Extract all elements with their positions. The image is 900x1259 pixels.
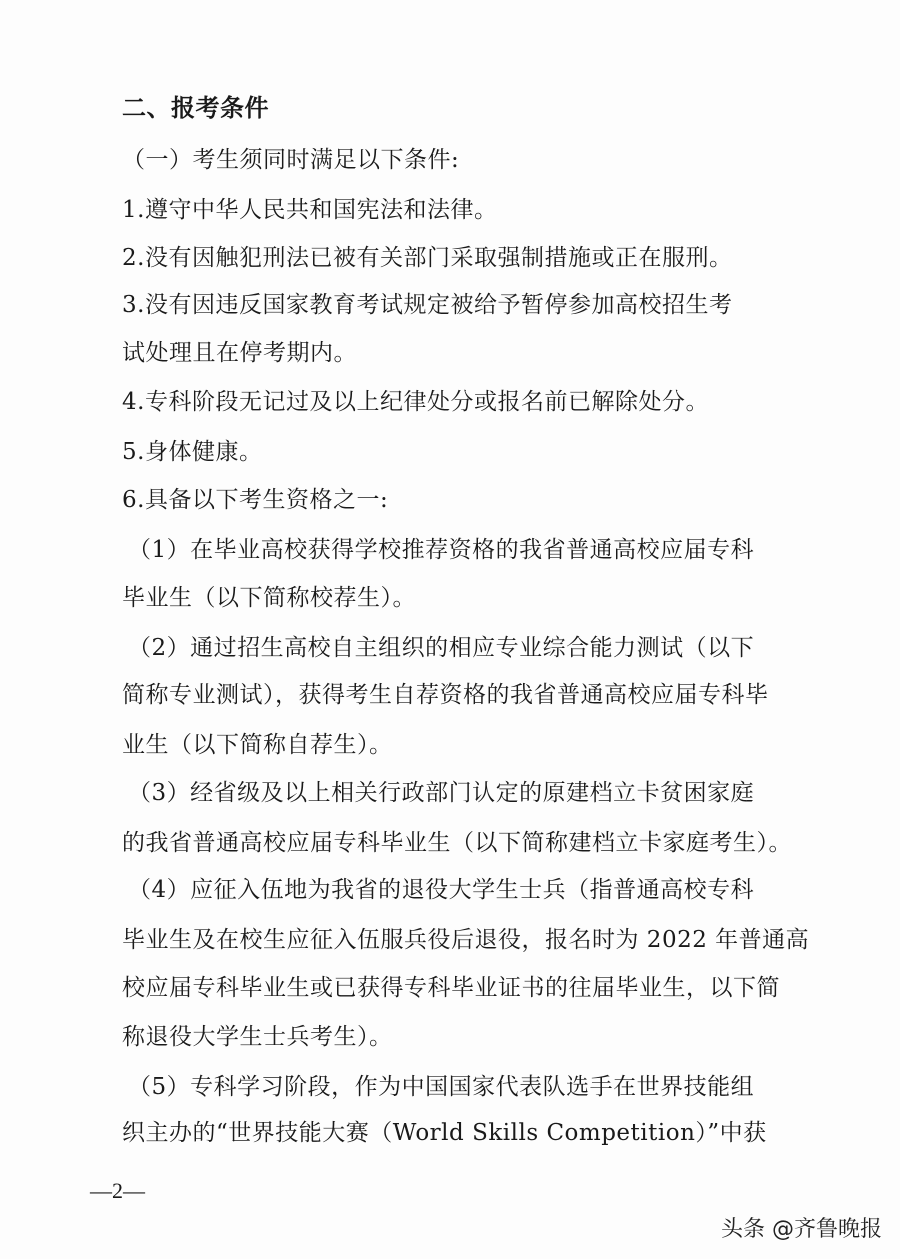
text-line: 3.没有因违反国家教育考试规定被给予暂停参加高校招生考 bbox=[122, 292, 733, 318]
text-line: 校应届专科毕业生或已获得专科毕业证书的往届毕业生，以下简 bbox=[122, 975, 780, 1001]
text-line: （4）应征入伍地为我省的退役大学生士兵（指普通高校专科 bbox=[128, 877, 755, 903]
text-line: 毕业生（以下简称校荐生）。 bbox=[122, 585, 416, 611]
text-line: 4.专科阶段无记过及以上纪律处分或报名前已解除处分。 bbox=[122, 389, 709, 415]
text-line: 简称专业测试），获得考生自荐资格的我省普通高校应届专科毕 bbox=[122, 682, 769, 708]
text-line: （5）专科学习阶段，作为中国国家代表队选手在世界技能组 bbox=[128, 1074, 755, 1100]
text-line: 5.身体健康。 bbox=[122, 439, 263, 465]
text-line: 1.遵守中华人民共和国宪法和法律。 bbox=[122, 197, 498, 223]
text-line: 2.没有因触犯刑法已被有关部门采取强制措施或正在服刑。 bbox=[122, 245, 733, 271]
text-line: 称退役大学生士兵考生）。 bbox=[122, 1024, 393, 1050]
text-line: （一）考生须同时满足以下条件: bbox=[122, 147, 460, 173]
page-number: —2— bbox=[90, 1178, 145, 1203]
watermark: 头条 @齐鲁晚报 bbox=[721, 1217, 882, 1242]
text-line: 业生（以下简称自荐生）。 bbox=[122, 732, 393, 758]
text-line: （3）经省级及以上相关行政部门认定的原建档立卡贫困家庭 bbox=[128, 780, 755, 806]
section-heading: 二、报考条件 bbox=[122, 94, 269, 122]
text-line: （1）在毕业高校获得学校推荐资格的我省普通高校应届专科 bbox=[128, 537, 755, 563]
text-line: 6.具备以下考生资格之一: bbox=[122, 487, 389, 513]
text-line: （2）通过招生高校自主组织的相应专业综合能力测试（以下 bbox=[128, 635, 755, 661]
text-line: 的我省普通高校应届专科毕业生（以下简称建档立卡家庭考生）。 bbox=[122, 830, 792, 856]
text-line: 织主办的“世界技能大赛（World Skills Competition）”中获 bbox=[122, 1120, 767, 1146]
text-line: 毕业生及在校生应征入伍服兵役后退役，报名时为 2022 年普通高 bbox=[122, 927, 810, 953]
text-line: 试处理且在停考期内。 bbox=[122, 340, 357, 366]
